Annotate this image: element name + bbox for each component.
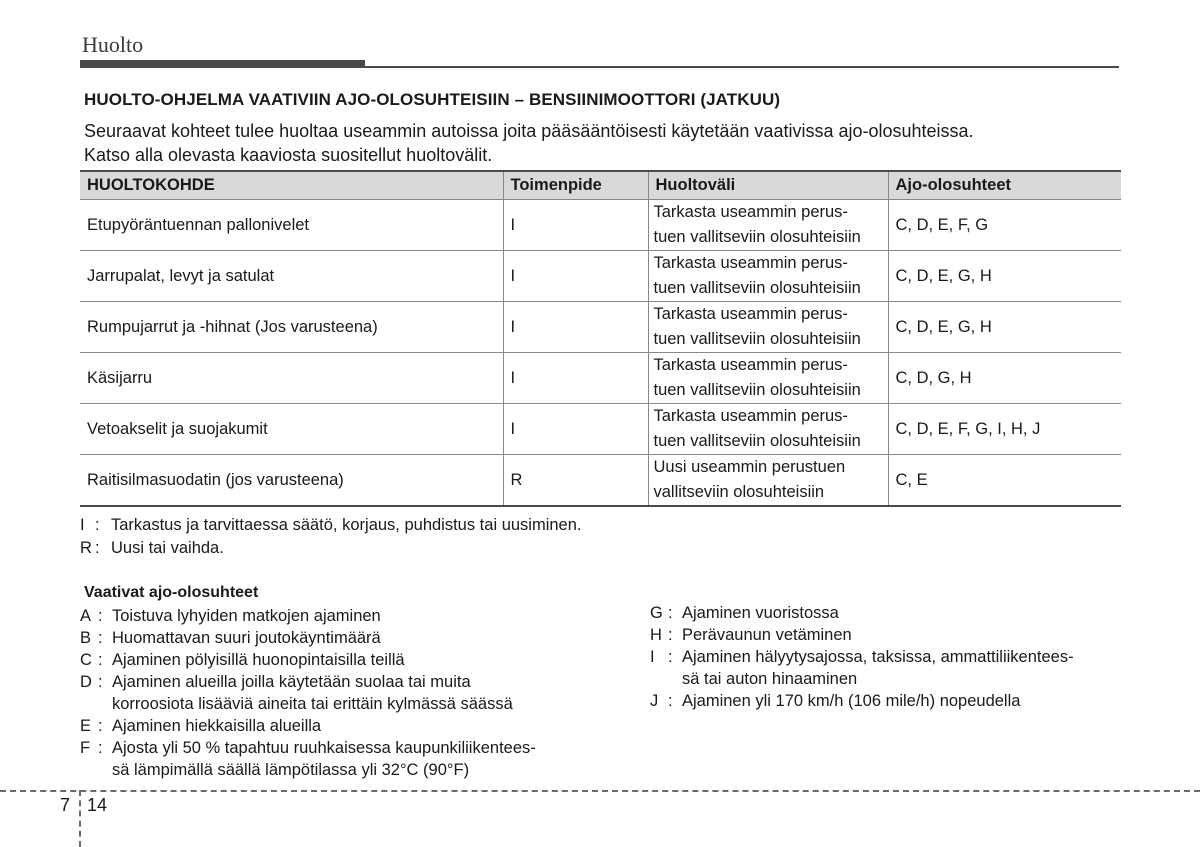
column-header-interval: Huoltoväli xyxy=(648,171,888,200)
legend-key: R xyxy=(80,539,92,557)
cell-interval xyxy=(648,251,888,302)
cell-action: I xyxy=(503,404,648,455)
legend-text: Uusi tai vaihda. xyxy=(111,539,224,557)
footer-divider xyxy=(0,790,1200,792)
conditions-list-right xyxy=(650,602,1074,712)
interval-line: Tarkasta useammin perus- xyxy=(653,254,848,272)
condition-text: korroosiota lisääviä aineita tai erittäin kylmässä säässä xyxy=(112,695,513,713)
column-header-conditions: Ajo-olosuhteet xyxy=(888,171,1121,200)
condition-key: E xyxy=(80,717,92,735)
condition-key: F xyxy=(80,739,91,757)
condition-key: B xyxy=(80,629,92,647)
condition-key: J xyxy=(650,692,659,710)
interval-line: Tarkasta useammin perus- xyxy=(653,356,848,374)
page-number: 14 xyxy=(87,795,108,815)
maintenance-table xyxy=(80,170,1121,507)
condition-text: Perävaunun vetäminen xyxy=(682,626,852,644)
condition-separator: : xyxy=(98,629,103,647)
condition-separator: : xyxy=(668,626,673,644)
condition-text: Ajaminen yli 170 km/h (106 mile/h) nopeudella xyxy=(682,692,1021,710)
legend-key: I xyxy=(80,516,85,534)
cell-conditions: C, D, E, G, H xyxy=(888,302,1121,353)
conditions-heading: Vaativat ajo-olosuhteet xyxy=(84,584,259,601)
interval-line: Tarkasta useammin perus- xyxy=(653,407,848,425)
condition-item-continuation xyxy=(650,668,1074,690)
conditions-list-left xyxy=(80,605,536,781)
cell-action: I xyxy=(503,200,648,251)
table-row xyxy=(80,302,1121,353)
header-bar xyxy=(80,60,365,68)
condition-text: sä lämpimällä säällä lämpötilassa yli 32°C (90°F) xyxy=(112,761,470,779)
condition-key: I xyxy=(650,648,655,666)
table-row xyxy=(80,251,1121,302)
condition-text: Ajosta yli 50 % tapahtuu ruuhkaisessa kaupunkiliikentees- xyxy=(112,739,536,757)
condition-key xyxy=(80,693,98,715)
intro-line-2: Katso alla olevasta kaaviosta suositellut huoltovälit. xyxy=(84,145,493,165)
condition-text: Ajaminen vuoristossa xyxy=(682,604,839,622)
cell-action: I xyxy=(503,251,648,302)
cell-item: Käsijarru xyxy=(80,353,503,404)
condition-text: Ajaminen hälyytysajossa, taksissa, ammattiliikentees- xyxy=(682,648,1074,666)
condition-separator: : xyxy=(668,648,673,666)
legend-separator: : xyxy=(95,539,100,557)
condition-item xyxy=(650,690,1074,712)
condition-key: A xyxy=(80,607,92,625)
table-row xyxy=(80,353,1121,404)
condition-item xyxy=(650,646,1074,668)
cell-interval xyxy=(648,353,888,404)
action-code-legend xyxy=(80,514,581,560)
cell-conditions: C, D, G, H xyxy=(888,353,1121,404)
condition-item xyxy=(650,624,1074,646)
condition-separator: : xyxy=(98,607,103,625)
column-header-action: Toimenpide xyxy=(503,171,648,200)
cell-action: I xyxy=(503,353,648,404)
condition-item xyxy=(80,671,536,693)
cell-item: Jarrupalat, levyt ja satulat xyxy=(80,251,503,302)
table-row xyxy=(80,404,1121,455)
cell-conditions: C, E xyxy=(888,455,1121,507)
footer-page-divider xyxy=(79,790,81,847)
interval-line: tuen vallitseviin olosuhteisiin xyxy=(653,279,861,297)
condition-text: Toistuva lyhyiden matkojen ajaminen xyxy=(112,607,381,625)
condition-separator: : xyxy=(98,739,103,757)
table-row xyxy=(80,455,1121,507)
interval-line: tuen vallitseviin olosuhteisiin xyxy=(653,432,861,450)
cell-item: Raitisilmasuodatin (jos varusteena) xyxy=(80,455,503,507)
condition-separator: : xyxy=(668,604,673,622)
interval-line: tuen vallitseviin olosuhteisiin xyxy=(653,330,861,348)
condition-key: G xyxy=(650,604,663,622)
condition-item xyxy=(80,605,536,627)
condition-item xyxy=(80,649,536,671)
table-header-row xyxy=(80,171,1121,200)
cell-interval xyxy=(648,404,888,455)
condition-item xyxy=(80,715,536,737)
interval-line: Tarkasta useammin perus- xyxy=(653,305,848,323)
condition-text: Huomattavan suuri joutokäyntimäärä xyxy=(112,629,381,647)
condition-key: H xyxy=(650,626,662,644)
table-row xyxy=(80,200,1121,251)
column-header-item: HUOLTOKOHDE xyxy=(80,171,503,200)
legend-row xyxy=(80,514,581,537)
condition-item xyxy=(80,737,536,759)
header-rule xyxy=(365,66,1119,68)
interval-line: vallitseviin olosuhteisiin xyxy=(653,483,825,501)
condition-text: sä tai auton hinaaminen xyxy=(682,670,858,688)
section-label: Huolto xyxy=(82,32,144,57)
cell-item: Rumpujarrut ja -hihnat (Jos varusteena) xyxy=(80,302,503,353)
cell-conditions: C, D, E, F, G xyxy=(888,200,1121,251)
legend-separator: : xyxy=(95,516,100,534)
condition-separator: : xyxy=(98,673,103,691)
intro-text xyxy=(84,119,1124,167)
legend-text: Tarkastus ja tarvittaessa säätö, korjaus, puhdistus tai uusiminen. xyxy=(111,516,582,534)
intro-line-1: Seuraavat kohteet tulee huoltaa useammin autoissa joita pääsääntöisesti käytetään vaativissa ajo-olosuhteissa. xyxy=(84,121,974,141)
interval-line: tuen vallitseviin olosuhteisiin xyxy=(653,381,861,399)
condition-key xyxy=(650,668,668,690)
interval-line: tuen vallitseviin olosuhteisiin xyxy=(653,228,861,246)
interval-line: Tarkasta useammin perus- xyxy=(653,203,848,221)
cell-interval xyxy=(648,200,888,251)
condition-item xyxy=(80,627,536,649)
cell-item: Etupyöräntuennan pallonivelet xyxy=(80,200,503,251)
condition-key xyxy=(80,759,98,781)
cell-item: Vetoakselit ja suojakumit xyxy=(80,404,503,455)
condition-separator: : xyxy=(98,717,103,735)
condition-key: D xyxy=(80,673,92,691)
page-heading: HUOLTO-OHJELMA VAATIVIIN AJO-OLOSUHTEISIIN – BENSIINIMOOTTORI (JATKUU) xyxy=(84,90,781,109)
condition-text: Ajaminen hiekkaisilla alueilla xyxy=(112,717,322,735)
chapter-number: 7 xyxy=(60,795,71,815)
condition-item xyxy=(650,602,1074,624)
cell-interval xyxy=(648,302,888,353)
interval-line: Uusi useammin perustuen xyxy=(653,458,846,476)
condition-separator: : xyxy=(98,651,103,669)
condition-text: Ajaminen pölyisillä huonopintaisilla teillä xyxy=(112,651,405,669)
cell-conditions: C, D, E, F, G, I, H, J xyxy=(888,404,1121,455)
condition-item-continuation xyxy=(80,759,536,781)
condition-item-continuation xyxy=(80,693,536,715)
cell-conditions: C, D, E, G, H xyxy=(888,251,1121,302)
legend-row xyxy=(80,537,581,560)
condition-key: C xyxy=(80,651,92,669)
cell-action: R xyxy=(503,455,648,507)
condition-text: Ajaminen alueilla joilla käytetään suolaa tai muita xyxy=(112,673,471,691)
condition-separator: : xyxy=(668,692,673,710)
cell-interval xyxy=(648,455,888,507)
cell-action: I xyxy=(503,302,648,353)
